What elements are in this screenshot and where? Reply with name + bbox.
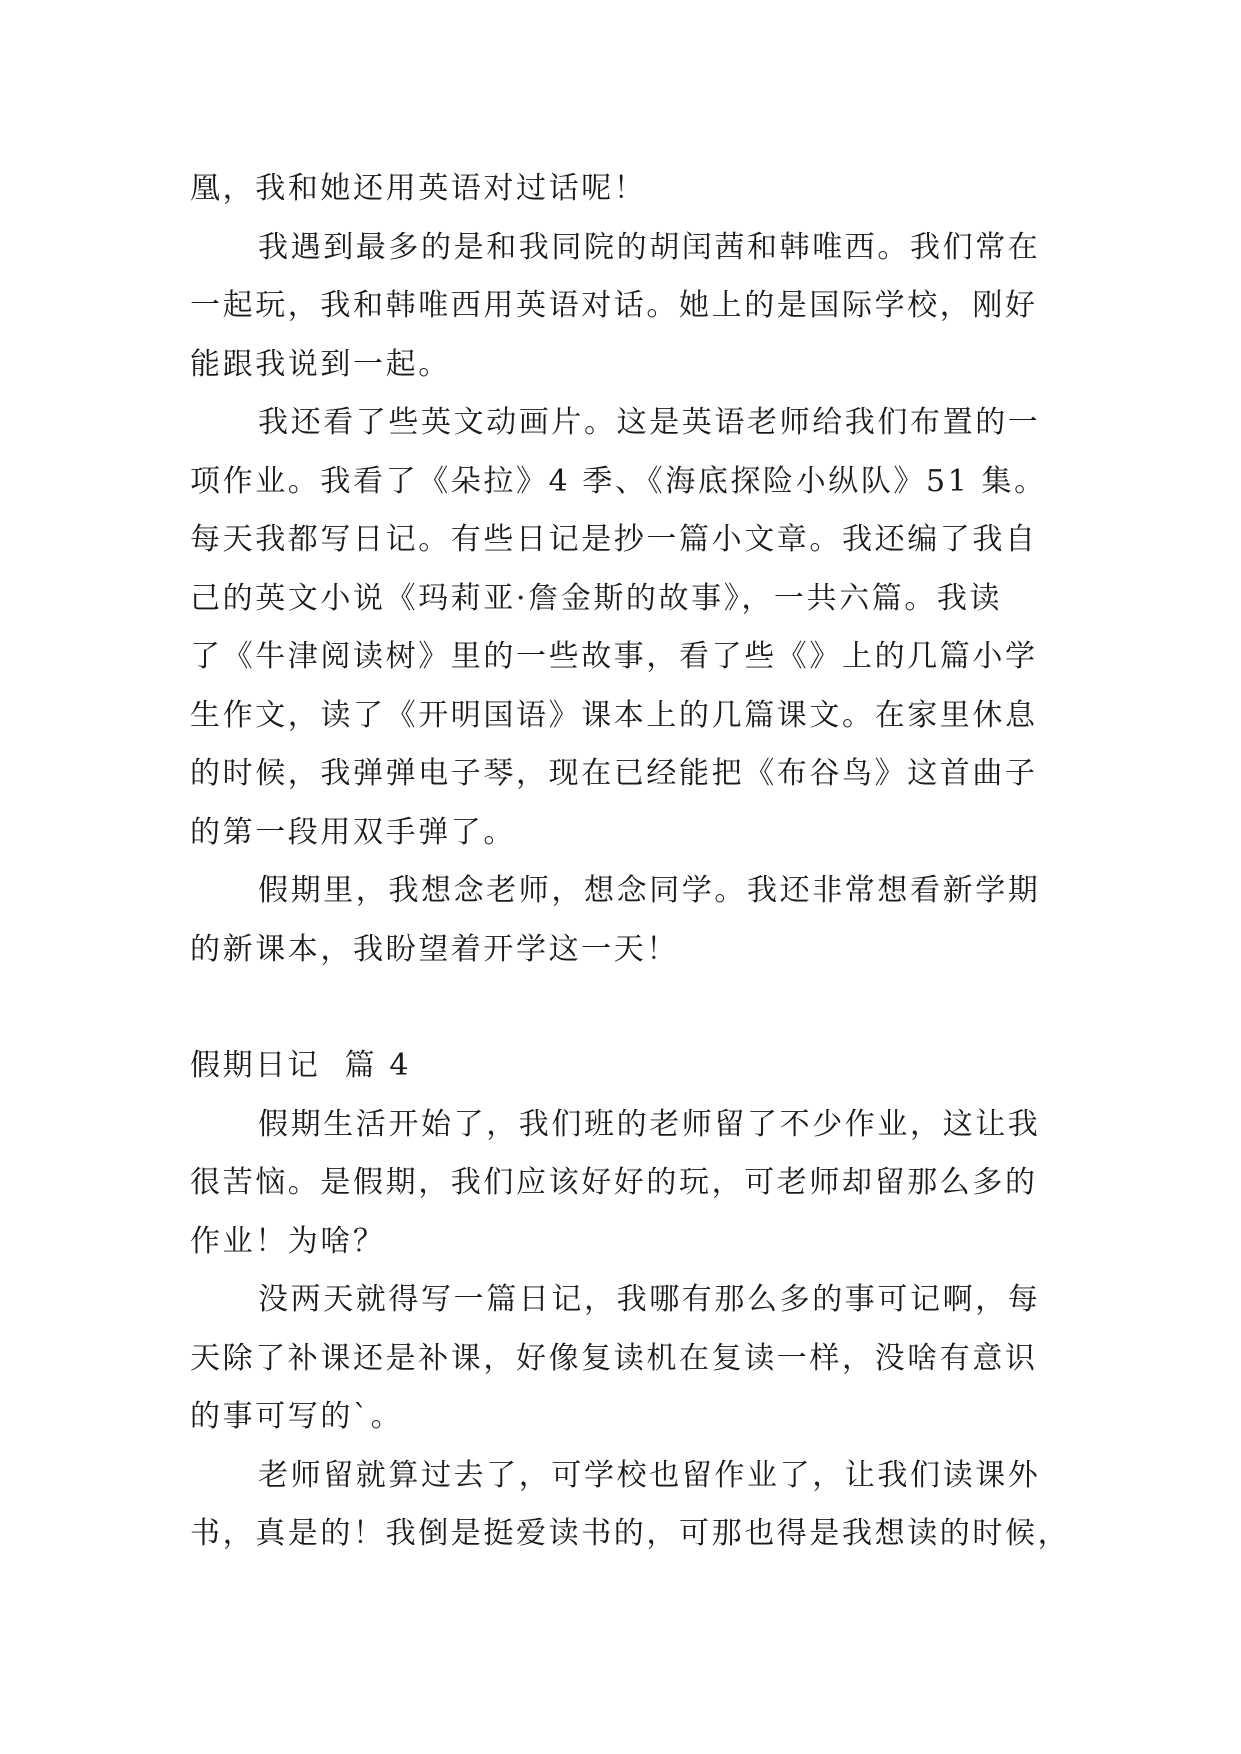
text-line: 天除了补课还是补课，好像复读机在复读一样，没啥有意识: [190, 1340, 1038, 1376]
text-line: 的第一段用双手弹了。: [190, 814, 516, 850]
text-line: 每天我都写日记。有些日记是抄一篇小文章。我还编了我自: [190, 522, 1038, 557]
text-line: 作业！为啥？: [190, 1223, 386, 1259]
section-2: [190, 1096, 1071, 1564]
text-line: 很苦恼。是假期，我们应该好好的玩，可老师却留那么多的: [190, 1165, 1038, 1200]
text-line: 项作业。我看了《朵拉》4 季、《海底探险小纵队》51 集。: [190, 463, 1047, 499]
text-line: 了《牛津阅读树》里的一些故事，看了些《》上的几篇小学: [190, 639, 1038, 674]
text-line: 我遇到最多的是和我同院的胡闰茜和韩唯西。我们常在: [258, 229, 1041, 265]
text-line: 生作文，读了《开明国语》课本上的几篇课文。在家里休息: [190, 697, 1038, 733]
text-line: 凰，我和她还用英语对过话呢！: [190, 171, 647, 206]
text-line: 老师留就算过去了，可学校也留作业了，让我们读课外: [258, 1457, 1041, 1493]
section-heading: 假期日记 篇 4: [190, 1048, 412, 1083]
text-line: 没两天就得写一篇日记，我哪有那么多的事可记啊，每: [258, 1282, 1041, 1317]
text-line: 一起玩，我和韩唯西用英语对话。她上的是国际学校，刚好: [190, 288, 1038, 323]
text-line: 书，真是的！我倒是挺爱读书的，可那也得是我想读的时候，: [190, 1516, 1071, 1551]
text-line: 己的英文小说《玛莉亚·詹金斯的故事》，一共六篇。我读: [190, 580, 1003, 616]
text-line: 的事可写的`。: [190, 1399, 404, 1434]
text-line: 能跟我说到一起。: [190, 346, 451, 382]
section-gap: [190, 979, 1055, 1037]
section-1: [190, 160, 1055, 979]
text-line: 假期里，我想念老师，想念同学。我还非常想看新学期: [258, 873, 1041, 908]
text-line: 假期生活开始了，我们班的老师留了不少作业，这让我: [258, 1106, 1041, 1142]
text-line: 的时候，我弹弹电子琴，现在已经能把《布谷鸟》这首曲子: [190, 756, 1038, 791]
document-body: [190, 160, 1071, 1564]
text-line: 我还看了些英文动画片。这是英语老师给我们布置的一: [258, 405, 1041, 440]
text-line: 的新课本，我盼望着开学这一天！: [190, 931, 679, 967]
